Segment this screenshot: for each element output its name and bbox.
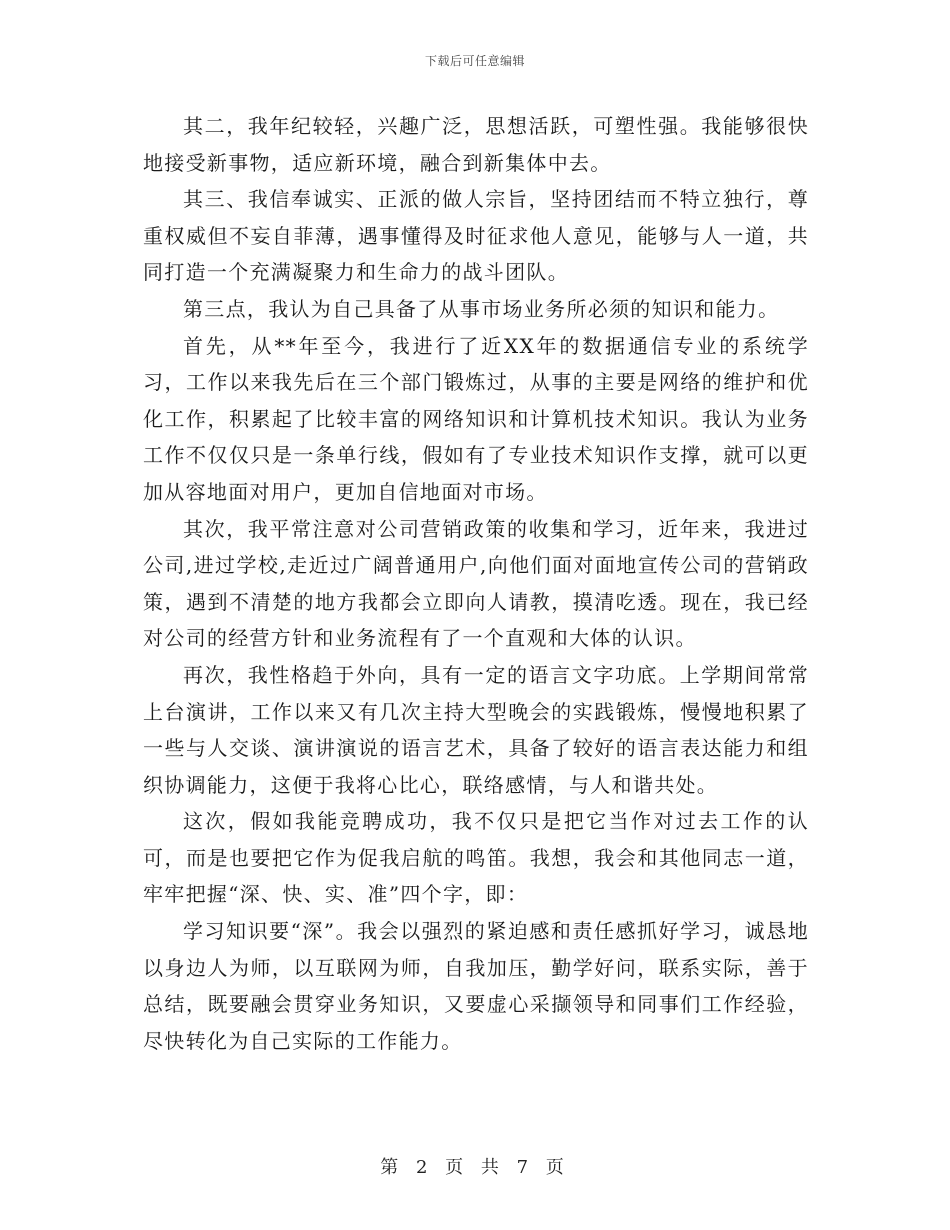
page-header: 下载后可任意编辑 [424, 54, 525, 68]
document-body [143, 108, 809, 1059]
paragraph: 再次，我性格趋于外向，具有一定的语言文字功底。上学期间常常上台演讲，工作以来又有几次主持大型晚会的实践锻炼，慢慢地积累了一些与人交谈、演讲演说的语言艺术，具备了较好的语言表达能力和组织协调能力，这便于我将心比心，联络感情，与人和谐共处。 [143, 662, 809, 797]
paragraph: 首先，从**年至今，我进行了近XX年的数据通信专业的系统学习，工作以来我先后在三个部门锻炼过，从事的主要是网络的维护和优化工作，积累起了比较丰富的网络知识和计算机技术知识。我认为业务工作不仅仅只是一条单行线，假如有了专业技术知识作支撑，就可以更加从容地面对用户，更加自信地面对市场。 [143, 333, 809, 504]
paragraph: 其三、我信奉诚实、正派的做人宗旨，坚持团结而不特立独行，尊重权威但不妄自菲薄，遇事懂得及时征求他人意见，能够与人一道，共同打造一个充满凝聚力和生命力的战斗团队。 [143, 187, 809, 285]
page-number-footer: 第 2 页 共 7 页 [380, 1157, 570, 1178]
paragraph: 这次，假如我能竞聘成功，我不仅只是把它当作对过去工作的认可，而是也要把它作为促我启航的鸣笛。我想，我会和其他同志一道，牢牢把握“深、快、实、准”四个字，即： [143, 809, 809, 907]
paragraph: 第三点，我认为自己具备了从事市场业务所必须的知识和能力。 [183, 296, 780, 321]
paragraph: 学习知识要“深”。我会以强烈的紧迫感和责任感抓好学习，诚恳地以身边人为师，以互联网为师，自我加压，勤学好问，联系实际，善于总结，既要融会贯穿业务知识，又要虚心采撷领导和同事们工作经验，尽快转化为自己实际的工作能力。 [143, 919, 809, 1053]
paragraph: 其次，我平常注意对公司营销政策的收集和学习，近年来，我进过公司,进过学校,走近过广阔普通用户,向他们面对面地宣传公司的营销政策，遇到不清楚的地方我都会立即向人请教，摸清吃透。现在，我已经对公司的经营方针和业务流程有了一个直观和大体的认识。 [143, 516, 809, 651]
paragraph: 其二，我年纪较轻，兴趣广泛，思想活跃，可塑性强。我能够很快地接受新事物，适应新环境，融合到新集体中去。 [143, 114, 809, 175]
